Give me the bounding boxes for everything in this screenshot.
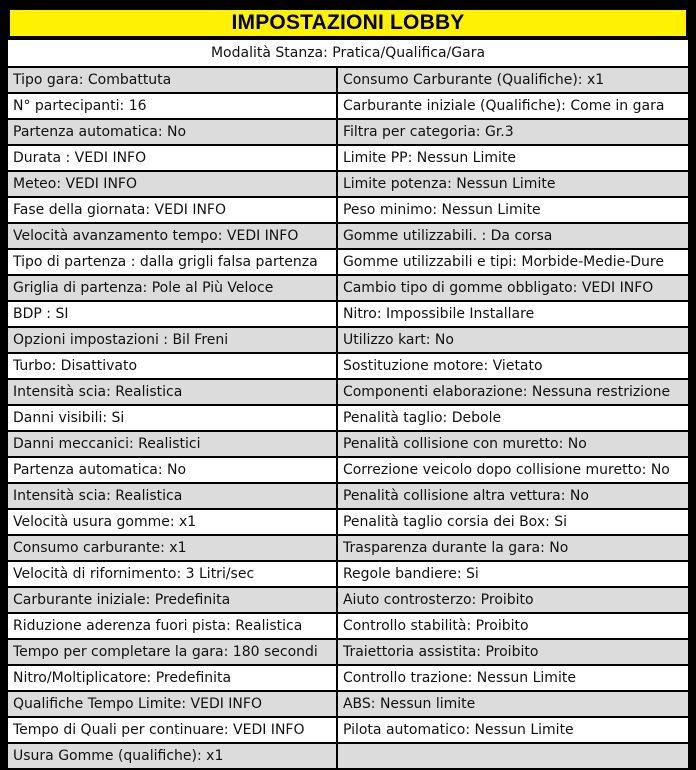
setting-cell-right: Peso minimo: Nessun Limite bbox=[336, 198, 688, 222]
setting-cell-right: Limite potenza: Nessun Limite bbox=[336, 172, 688, 196]
setting-cell-left: Usura Gomme (qualifiche): x1 bbox=[8, 744, 336, 768]
setting-cell-right: Componenti elaborazione: Nessuna restrizione bbox=[336, 380, 688, 404]
table-row bbox=[8, 276, 688, 300]
setting-cell-right bbox=[336, 744, 688, 768]
table-row bbox=[8, 302, 688, 326]
setting-cell-right: Consumo Carburante (Qualifiche): x1 bbox=[336, 68, 688, 92]
table-row bbox=[8, 354, 688, 378]
setting-cell-right: Cambio tipo di gomme obbligato: VEDI INFO bbox=[336, 276, 688, 300]
setting-cell-left: Durata : VEDI INFO bbox=[8, 146, 336, 170]
table-row bbox=[8, 94, 688, 118]
setting-cell-right: Controllo trazione: Nessun Limite bbox=[336, 666, 688, 690]
setting-cell-left: Carburante iniziale: Predefinita bbox=[8, 588, 336, 612]
setting-cell-right: Sostituzione motore: Vietato bbox=[336, 354, 688, 378]
setting-cell-left: Intensità scia: Realistica bbox=[8, 484, 336, 508]
setting-cell-left: Danni meccanici: Realistici bbox=[8, 432, 336, 456]
table-row bbox=[8, 588, 688, 612]
setting-cell-right: Controllo stabilità: Proibito bbox=[336, 614, 688, 638]
page-title: IMPOSTAZIONI LOBBY bbox=[8, 8, 688, 38]
setting-cell-right: Penalità taglio: Debole bbox=[336, 406, 688, 430]
setting-cell-left: Tempo di Quali per continuare: VEDI INFO bbox=[8, 718, 336, 742]
setting-cell-left: Danni visibili: Si bbox=[8, 406, 336, 430]
setting-cell-right: Nitro: Impossibile Installare bbox=[336, 302, 688, 326]
table-row bbox=[8, 172, 688, 196]
setting-cell-left: Tempo per completare la gara: 180 secondi bbox=[8, 640, 336, 664]
setting-cell-right: Penalità collisione con muretto: No bbox=[336, 432, 688, 456]
setting-cell-left: Griglia di partenza: Pole al Più Veloce bbox=[8, 276, 336, 300]
setting-cell-left: Partenza automatica: No bbox=[8, 458, 336, 482]
setting-cell-right: Filtra per categoria: Gr.3 bbox=[336, 120, 688, 144]
table-row bbox=[8, 536, 688, 560]
table-row bbox=[8, 380, 688, 404]
setting-cell-right: Gomme utilizzabili. : Da corsa bbox=[336, 224, 688, 248]
table-row bbox=[8, 198, 688, 222]
setting-cell-left: Nitro/Moltiplicatore: Predefinita bbox=[8, 666, 336, 690]
setting-cell-left: Tipo di partenza : dalla grigli falsa partenza bbox=[8, 250, 336, 274]
table-row bbox=[8, 250, 688, 274]
settings-table bbox=[8, 66, 688, 770]
table-row bbox=[8, 562, 688, 586]
table-row bbox=[8, 666, 688, 690]
setting-cell-right: Utilizzo kart: No bbox=[336, 328, 688, 352]
setting-cell-left: Fase della giornata: VEDI INFO bbox=[8, 198, 336, 222]
setting-cell-right: Trasparenza durante la gara: No bbox=[336, 536, 688, 560]
setting-cell-left: Velocità avanzamento tempo: VEDI INFO bbox=[8, 224, 336, 248]
table-row bbox=[8, 640, 688, 664]
setting-cell-right: Pilota automatico: Nessun Limite bbox=[336, 718, 688, 742]
setting-cell-left: Turbo: Disattivato bbox=[8, 354, 336, 378]
setting-cell-left: Partenza automatica: No bbox=[8, 120, 336, 144]
setting-cell-left: Intensità scia: Realistica bbox=[8, 380, 336, 404]
table-row bbox=[8, 744, 688, 768]
setting-cell-right: Traiettoria assistita: Proibito bbox=[336, 640, 688, 664]
setting-cell-right: Correzione veicolo dopo collisione muretto: No bbox=[336, 458, 688, 482]
setting-cell-left: N° partecipanti: 16 bbox=[8, 94, 336, 118]
setting-cell-right: Aiuto controsterzo: Proibito bbox=[336, 588, 688, 612]
setting-cell-left: Opzioni impostazioni : Bil Freni bbox=[8, 328, 336, 352]
setting-cell-right: Limite PP: Nessun Limite bbox=[336, 146, 688, 170]
setting-cell-left: BDP : SI bbox=[8, 302, 336, 326]
room-mode-subtitle: Modalità Stanza: Pratica/Qualifica/Gara bbox=[8, 40, 688, 66]
table-row bbox=[8, 224, 688, 248]
table-row bbox=[8, 718, 688, 742]
table-row bbox=[8, 146, 688, 170]
table-row bbox=[8, 614, 688, 638]
setting-cell-right: Penalità taglio corsia dei Box: Si bbox=[336, 510, 688, 534]
setting-cell-left: Tipo gara: Combattuta bbox=[8, 68, 336, 92]
setting-cell-left: Velocità usura gomme: x1 bbox=[8, 510, 336, 534]
table-row bbox=[8, 458, 688, 482]
setting-cell-left: Meteo: VEDI INFO bbox=[8, 172, 336, 196]
table-row bbox=[8, 484, 688, 508]
table-row bbox=[8, 510, 688, 534]
table-row bbox=[8, 692, 688, 716]
setting-cell-right: Regole bandiere: Si bbox=[336, 562, 688, 586]
table-row bbox=[8, 328, 688, 352]
setting-cell-left: Consumo carburante: x1 bbox=[8, 536, 336, 560]
setting-cell-right: Penalità collisione altra vettura: No bbox=[336, 484, 688, 508]
settings-table-body bbox=[8, 68, 688, 768]
setting-cell-right: ABS: Nessun limite bbox=[336, 692, 688, 716]
setting-cell-left: Qualifiche Tempo Limite: VEDI INFO bbox=[8, 692, 336, 716]
setting-cell-right: Carburante iniziale (Qualifiche): Come in gara bbox=[336, 94, 688, 118]
table-row bbox=[8, 406, 688, 430]
table-row bbox=[8, 432, 688, 456]
setting-cell-left: Riduzione aderenza fuori pista: Realistica bbox=[8, 614, 336, 638]
setting-cell-right: Gomme utilizzabili e tipi: Morbide-Medie-Dure bbox=[336, 250, 688, 274]
setting-cell-left: Velocità di rifornimento: 3 Litri/sec bbox=[8, 562, 336, 586]
table-row bbox=[8, 120, 688, 144]
table-row bbox=[8, 68, 688, 92]
